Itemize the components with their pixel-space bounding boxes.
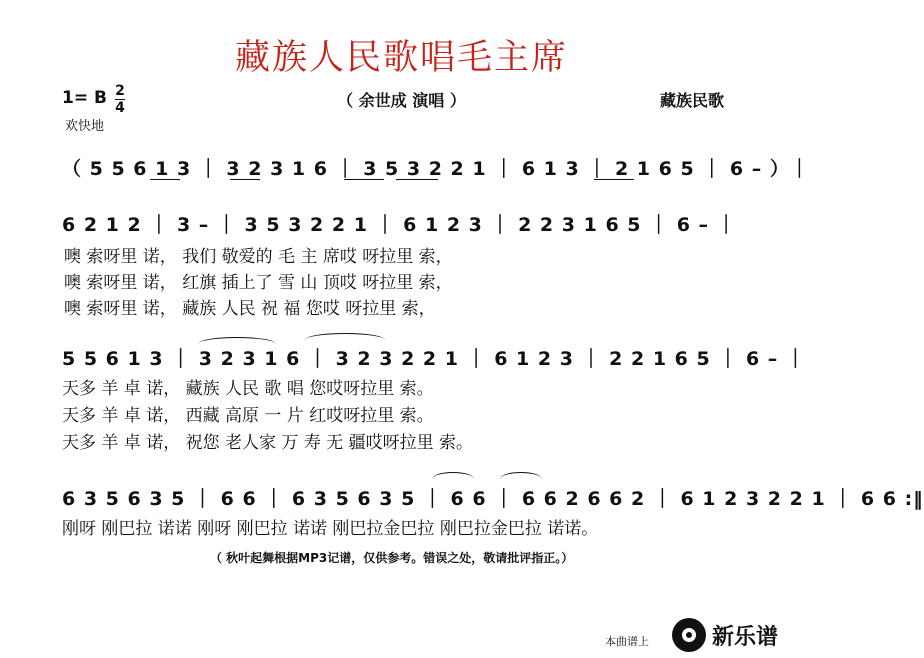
beam-line: [344, 179, 384, 180]
notation-row-3: 5 5 6 1 3 ｜ 3 2 3 1 6 ｜ 3 2 3 2 2 1 ｜ 6 1 2 3 ｜ 2 2 1 6 5 ｜ 6 – ｜: [62, 348, 806, 370]
record-logo-icon: [672, 618, 706, 652]
beam-line: [150, 179, 180, 180]
song-origin: 藏族民歌: [660, 91, 725, 110]
beam-line: [230, 179, 260, 180]
notation-row-4: 6 3 5 6 3 5 ｜ 6 6 ｜ 6 3 5 6 3 5 ｜ 6 6 ｜ 6 6 2 6 6 2 ｜ 6 1 2 3 2 2 1 ｜ 6 6 :‖: [62, 488, 924, 510]
transcription-note: （ 秋叶起舞根据MP3记谱，仅供参考。错误之处，敬请批评指正。）: [210, 551, 574, 565]
slur-mark: [500, 472, 542, 479]
lyric-row-2-verse-2: 噢 索呀里 诺， 红旗 插上了 雪 山 顶哎 呀拉里 索，: [64, 273, 453, 293]
lyric-row-3-verse-2: 天多 羊 卓 诺， 西藏 高原 一 片 红哎呀拉里 索。: [62, 406, 434, 426]
singer-credit: （ 余世成 演唱 ）: [337, 91, 466, 110]
notation-row-2: 6 2 1 2 ｜ 3 – ｜ 3 5 3 2 2 1 ｜ 6 1 2 3 ｜ 2 2 3 1 6 5 ｜ 6 – ｜: [62, 214, 737, 236]
site-logo-text[interactable]: 新乐谱: [712, 625, 779, 650]
notation-row-1: （ 5 5 6 1 3 ｜ 3 2 3 1 6 ｜ 3 5 3 2 2 1 ｜ 6 1 3 ｜ 2 1 6 5 ｜ 6 – ）｜: [62, 158, 810, 180]
meter-top: 2: [115, 83, 125, 99]
lyric-row-3-verse-3: 天多 羊 卓 诺， 祝您 老人家 万 寿 无 疆哎呀拉里 索。: [62, 433, 474, 453]
lyric-row-2-verse-1: 噢 索呀里 诺， 我们 敬爱的 毛 主 席哎 呀拉里 索，: [64, 247, 453, 267]
key-signature: 1= B: [62, 88, 107, 108]
meter-bottom: 4: [115, 100, 125, 116]
footer-label: 本曲谱上: [605, 635, 649, 648]
slur-mark: [305, 333, 385, 340]
time-signature: [115, 84, 125, 115]
slur-mark: [432, 472, 474, 479]
beam-line: [594, 179, 634, 180]
lyric-row-4-verse-1: 刚呀 刚巴拉 诺诺 刚呀 刚巴拉 诺诺 刚巴拉金巴拉 刚巴拉金巴拉 诺诺。: [62, 519, 599, 539]
lyric-row-2-verse-3: 噢 索呀里 诺， 藏族 人民 祝 福 您哎 呀拉里 索，: [64, 299, 436, 319]
slur-mark: [198, 337, 276, 344]
beam-line: [396, 179, 438, 180]
lyric-row-3-verse-1: 天多 羊 卓 诺， 藏族 人民 歌 唱 您哎呀拉里 索。: [62, 379, 434, 399]
tempo-marking: 欢快地: [65, 119, 105, 134]
page-title: 藏族人民歌唱毛主席: [234, 38, 568, 78]
